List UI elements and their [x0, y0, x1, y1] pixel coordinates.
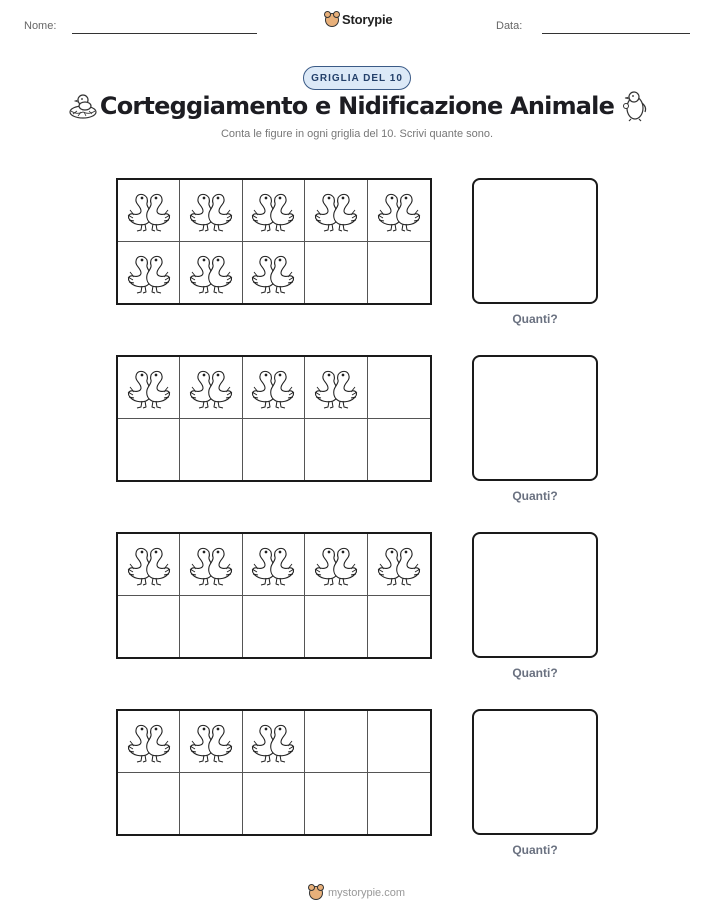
ten-frame — [116, 532, 432, 659]
swans-icon — [123, 361, 175, 413]
ten-frame-cell — [180, 773, 242, 835]
ten-frame-cell — [243, 534, 305, 596]
name-label: Nome: — [24, 20, 57, 32]
ten-frame-cell — [243, 711, 305, 773]
brand-name: Storypie — [342, 12, 393, 27]
swans-icon — [310, 361, 362, 413]
date-label: Data: — [496, 20, 523, 32]
ten-frame-cell — [118, 180, 180, 242]
ten-frame-cell — [305, 711, 367, 773]
ten-frame-cell — [180, 357, 242, 419]
ten-frame-cell — [305, 419, 367, 481]
ten-frame-cell — [118, 357, 180, 419]
answer-box[interactable] — [472, 355, 598, 481]
brand-logo — [325, 12, 392, 27]
swans-icon — [123, 184, 175, 236]
swans-icon — [247, 715, 299, 767]
answer-label: Quanti? — [512, 666, 558, 680]
worksheet-type-badge: GRIGLIA DEL 10 — [303, 66, 411, 90]
swans-icon — [185, 538, 237, 590]
answer-box[interactable] — [472, 178, 598, 304]
ten-frame-cell — [368, 242, 430, 304]
swans-icon — [310, 538, 362, 590]
name-line[interactable] — [72, 33, 257, 34]
ten-frame-cell — [180, 180, 242, 242]
swans-icon — [247, 184, 299, 236]
ten-frame-cell — [180, 596, 242, 658]
swans-icon — [247, 538, 299, 590]
bear-icon — [325, 13, 339, 27]
ten-frame-cell — [180, 242, 242, 304]
swans-icon — [123, 715, 175, 767]
page-title: Corteggiamento e Nidificazione Animale — [99, 92, 615, 120]
ten-frame-cell — [180, 534, 242, 596]
ten-frame-cell — [243, 773, 305, 835]
swans-icon — [373, 538, 425, 590]
instructions: Conta le figure in ogni griglia del 10. Scrivi quante sono. — [220, 128, 494, 140]
ten-frame — [116, 355, 432, 482]
answer-label: Quanti? — [512, 312, 558, 326]
ten-frame-cell — [118, 419, 180, 481]
ten-frame-cell — [368, 596, 430, 658]
swans-icon — [310, 184, 362, 236]
ten-frame-cell — [305, 357, 367, 419]
ten-frame-cell — [118, 534, 180, 596]
ten-frame-cell — [118, 242, 180, 304]
ten-frame-cell — [118, 773, 180, 835]
footer — [0, 886, 714, 900]
swans-icon — [247, 361, 299, 413]
ten-frame-cell — [368, 711, 430, 773]
ten-frame-cell — [305, 242, 367, 304]
ten-frame-cell — [243, 242, 305, 304]
ten-frame-cell — [305, 180, 367, 242]
swans-icon — [185, 361, 237, 413]
answer-box[interactable] — [472, 532, 598, 658]
ten-frame-cell — [368, 534, 430, 596]
answer-box[interactable] — [472, 709, 598, 835]
answer-label: Quanti? — [512, 843, 558, 857]
ten-frame-cell — [368, 357, 430, 419]
date-line[interactable] — [542, 33, 690, 34]
ten-frame-cell — [243, 419, 305, 481]
ten-frame-cell — [243, 596, 305, 658]
ten-frame-cell — [305, 596, 367, 658]
ten-frame-cell — [368, 419, 430, 481]
ten-frame-cell — [180, 711, 242, 773]
ten-frame — [116, 178, 432, 305]
ten-frame-cell — [368, 773, 430, 835]
ten-frame-cell — [180, 419, 242, 481]
swans-icon — [123, 246, 175, 298]
swans-icon — [185, 184, 237, 236]
ten-frame-cell — [243, 180, 305, 242]
ten-frame — [116, 709, 432, 836]
worksheet-header — [0, 0, 714, 50]
swans-icon — [185, 715, 237, 767]
swans-icon — [247, 246, 299, 298]
answer-label: Quanti? — [512, 489, 558, 503]
ten-frame-cell — [243, 357, 305, 419]
ten-frame-cell — [118, 711, 180, 773]
ten-frame-cell — [305, 773, 367, 835]
ten-frame-cell — [305, 534, 367, 596]
ten-frame-cell — [118, 596, 180, 658]
ten-frame-cell — [368, 180, 430, 242]
bear-icon — [309, 886, 323, 900]
footer-site: mystorypie.com — [327, 887, 406, 899]
swans-icon — [373, 184, 425, 236]
swans-icon — [123, 538, 175, 590]
swans-icon — [185, 246, 237, 298]
